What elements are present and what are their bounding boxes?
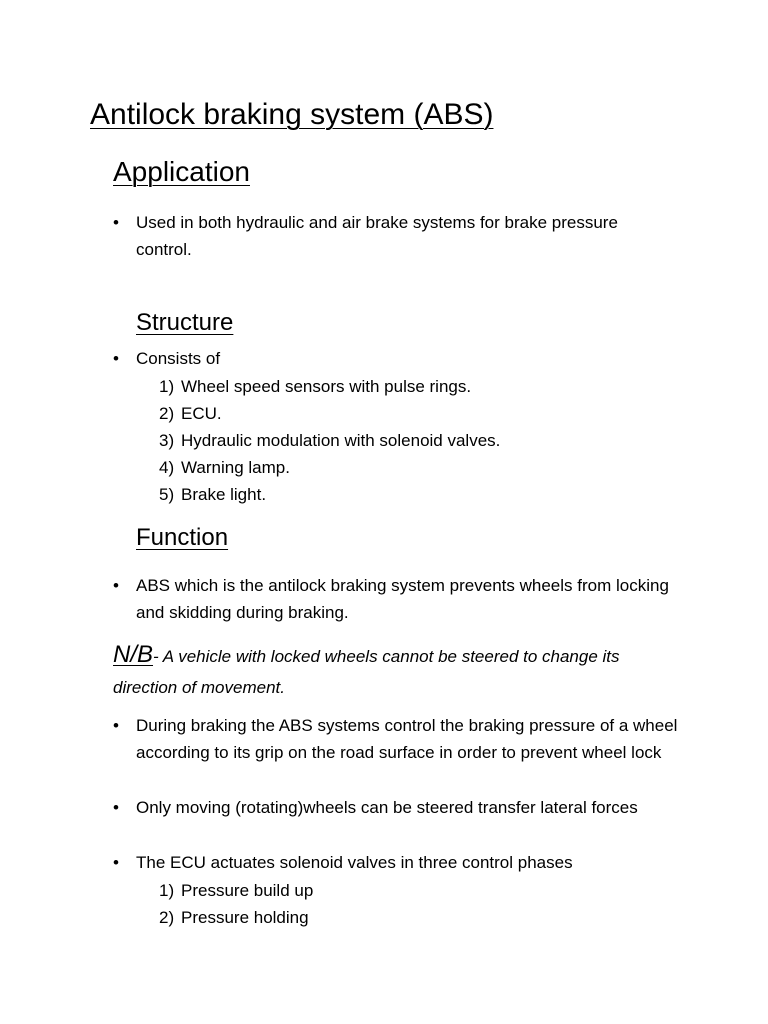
function-bullet-1: ABS which is the antilock braking system prevents wheels from locking and skidding during braking.	[136, 576, 669, 622]
page-title: Antilock braking system (ABS)	[90, 98, 494, 131]
bullet-icon: •	[113, 349, 119, 368]
list-item-number: 4)	[159, 458, 175, 477]
function-bullet-3: Only moving (rotating)wheels can be steered transfer lateral forces	[136, 798, 638, 817]
application-heading: Application	[113, 156, 250, 187]
list-item: Warning lamp.	[181, 458, 290, 477]
bullet-icon: •	[113, 213, 119, 232]
note-label: N/B	[113, 641, 154, 668]
structure-heading: Structure	[136, 309, 234, 336]
list-item-number: 1)	[159, 881, 175, 900]
bullet-icon: •	[113, 716, 119, 735]
list-item-number: 3)	[159, 431, 175, 450]
list-item: Wheel speed sensors with pulse rings.	[181, 377, 472, 396]
bullet-icon: •	[113, 853, 119, 872]
list-item-number: 2)	[159, 908, 175, 927]
note-text: - A vehicle with locked wheels cannot be steered to change its direction of movement.	[113, 647, 620, 697]
list-item: Hydraulic modulation with solenoid valves.	[181, 431, 501, 450]
list-item-number: 2)	[159, 404, 175, 423]
function-heading: Function	[136, 524, 229, 551]
list-item: Pressure holding	[181, 908, 309, 927]
list-item-number: 1)	[159, 377, 175, 396]
function-bullet-4: The ECU actuates solenoid valves in three control phases	[136, 853, 573, 872]
list-item-number: 5)	[159, 485, 175, 504]
note-paragraph	[113, 640, 683, 704]
bullet-icon: •	[113, 798, 119, 817]
function-bullet-2: During braking the ABS systems control the braking pressure of a wheel according to its grip on the road surface in order to prevent wheel lock	[136, 716, 678, 762]
application-bullet-text: Used in both hydraulic and air brake systems for brake pressure control.	[136, 213, 618, 259]
structure-bullet-text: Consists of	[136, 349, 221, 368]
list-item: ECU.	[181, 404, 222, 423]
list-item: Pressure build up	[181, 881, 314, 900]
bullet-icon: •	[113, 576, 119, 595]
list-item: Brake light.	[181, 485, 267, 504]
